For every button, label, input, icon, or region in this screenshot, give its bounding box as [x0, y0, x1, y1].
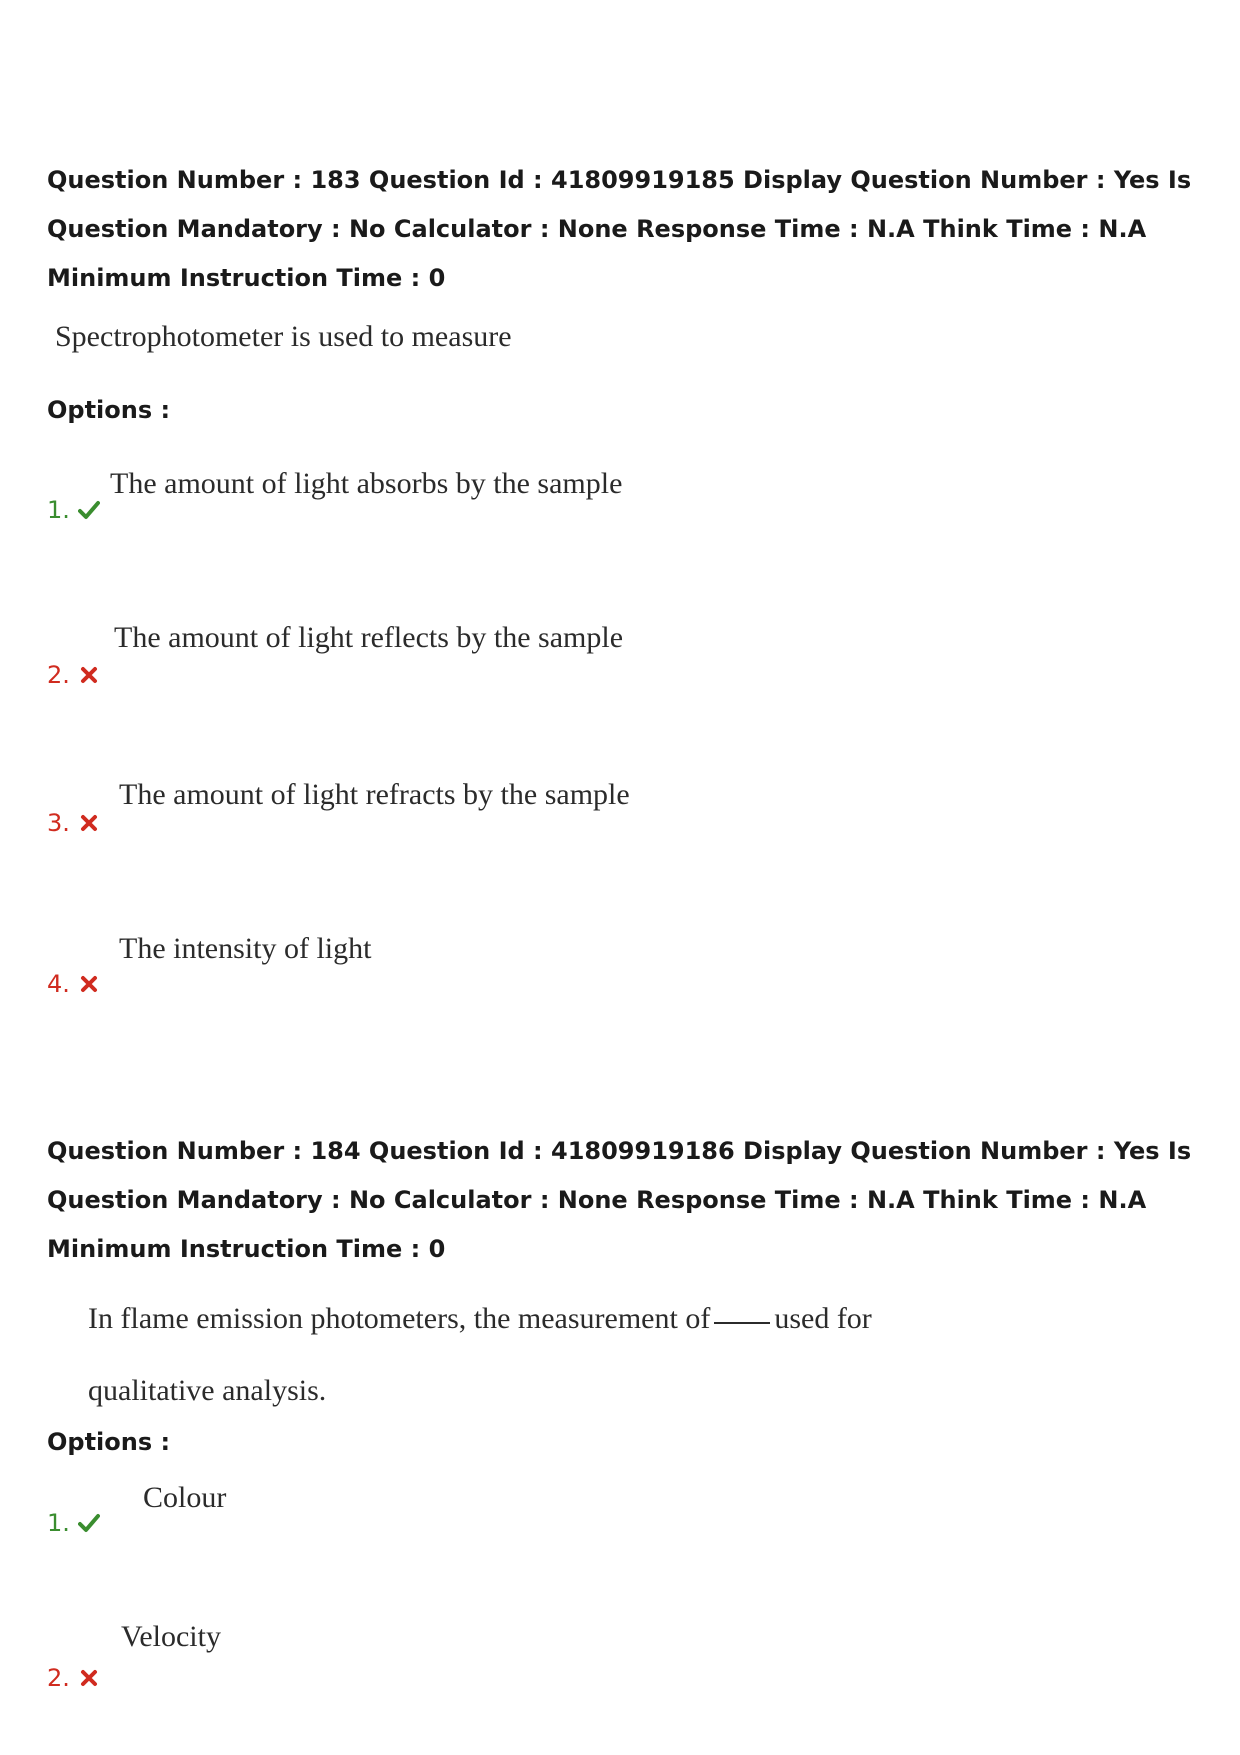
cross-icon: [78, 665, 100, 685]
question-meta-184: Question Number : 184 Question Id : 41809919186 Display Question Number : Yes Is Question Mandatory : No Calculator : None Response Time : N.A Think Time : N.A Minimum Instruction Time : 0: [47, 1137, 1192, 1263]
option-text-184-2[interactable]: Velocity: [121, 1620, 221, 1653]
cross-icon: [78, 813, 100, 833]
option-text-184-1[interactable]: Colour: [143, 1481, 227, 1514]
question-meta-183: Question Number : 183 Question Id : 41809919185 Display Question Number : Yes Is Question Mandatory : No Calculator : None Response Time : N.A Think Time : N.A Minimum Instruction Time : 0: [47, 166, 1192, 292]
question-text-184-line1: In flame emission photometers, the measurement of used for: [88, 1302, 872, 1335]
option-number-184-2: 2.: [47, 1664, 100, 1692]
option-number-183-2: 2.: [47, 661, 100, 689]
cross-icon: [78, 1668, 100, 1688]
option-number-184-1: 1.: [47, 1509, 100, 1537]
option-number-183-1: 1.: [47, 496, 100, 524]
question-text-183: Spectrophotometer is used to measure: [55, 320, 512, 353]
check-icon: [78, 500, 100, 520]
option-number-183-4: 4.: [47, 970, 100, 998]
fill-blank: [714, 1322, 770, 1324]
option-text-183-1[interactable]: The amount of light absorbs by the sample: [110, 467, 623, 500]
cross-icon: [78, 974, 100, 994]
option-text-183-2[interactable]: The amount of light reflects by the sample: [114, 621, 624, 654]
question-text-184-line2: qualitative analysis.: [88, 1374, 327, 1407]
option-number-183-3: 3.: [47, 809, 100, 837]
options-label-183: Options :: [47, 396, 171, 424]
option-text-183-3[interactable]: The amount of light refracts by the sample: [119, 778, 630, 811]
options-label-184: Options :: [47, 1428, 171, 1456]
check-icon: [78, 1513, 100, 1533]
option-text-183-4[interactable]: The intensity of light: [119, 932, 372, 965]
